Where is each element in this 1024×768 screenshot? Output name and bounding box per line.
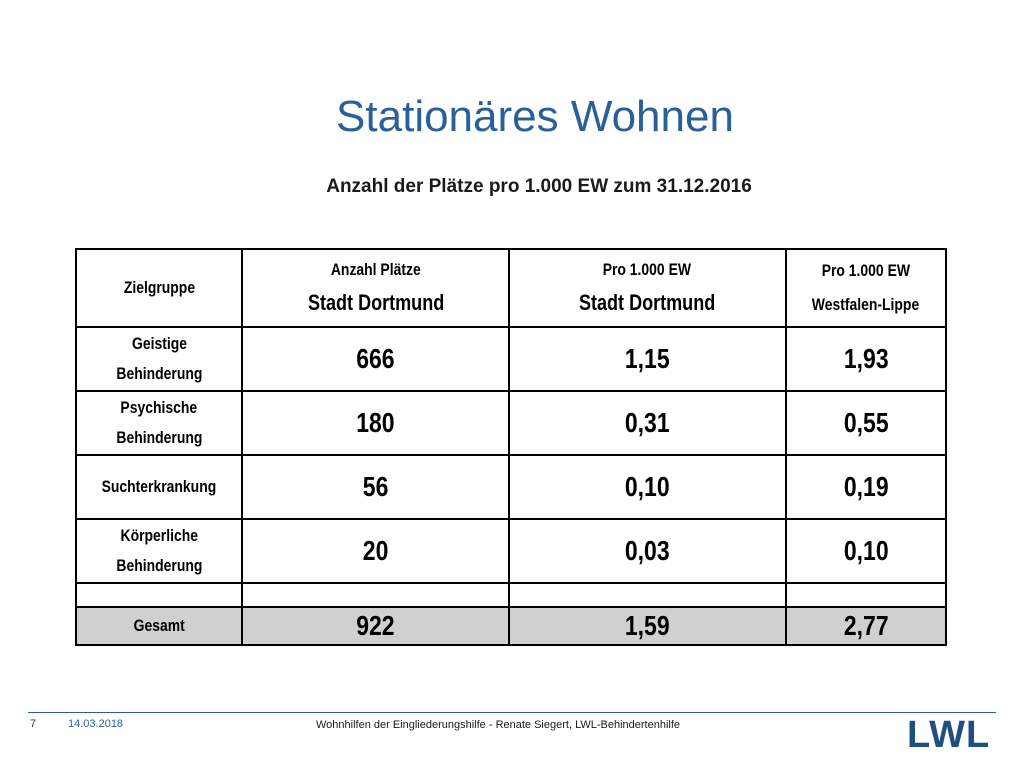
table-spacer-row	[76, 583, 946, 607]
data-table	[75, 248, 947, 646]
table-total-row	[76, 607, 946, 645]
table-row	[76, 455, 946, 519]
footer-text: Wohnhilfen der Eingliederungshilfe - Renate Siegert, LWL-Behindertenhilfe	[316, 719, 681, 731]
header-zielgruppe: Zielgruppe	[76, 249, 242, 327]
total-westfalen-lippe: 2,77	[786, 607, 946, 645]
table-row	[76, 519, 946, 583]
total-label: Gesamt	[76, 607, 242, 645]
cell-westfalen-lippe: 0,10	[786, 519, 946, 583]
header-pro-ew-westfalen-lippe: Pro 1.000 EW Westfalen-Lippe	[786, 249, 946, 327]
total-plaetze: 922	[242, 607, 509, 645]
table-row	[76, 391, 946, 455]
footer-divider	[28, 712, 996, 713]
cell-dortmund: 1,15	[509, 327, 786, 391]
footer-date: 14.03.2018	[68, 718, 124, 730]
cell-westfalen-lippe: 0,19	[786, 455, 946, 519]
page-title: Stationäres Wohnen	[336, 92, 734, 141]
cell-plaetze: 20	[242, 519, 509, 583]
row-label: Körperliche Behinderung	[76, 519, 242, 583]
lwl-logo: LWL	[907, 714, 991, 756]
cell-plaetze: 56	[242, 455, 509, 519]
table-row	[76, 327, 946, 391]
row-label: Geistige Behinderung	[76, 327, 242, 391]
cell-dortmund: 0,31	[509, 391, 786, 455]
cell-dortmund: 0,10	[509, 455, 786, 519]
footer-page-number: 7	[30, 718, 37, 730]
row-label: Psychische Behinderung	[76, 391, 242, 455]
table-header-row	[76, 249, 946, 327]
cell-plaetze: 180	[242, 391, 509, 455]
cell-westfalen-lippe: 0,55	[786, 391, 946, 455]
total-dortmund: 1,59	[509, 607, 786, 645]
header-anzahl-plaetze: Anzahl Plätze Stadt Dortmund	[242, 249, 509, 327]
cell-plaetze: 666	[242, 327, 509, 391]
cell-dortmund: 0,03	[509, 519, 786, 583]
page-subtitle: Anzahl der Plätze pro 1.000 EW zum 31.12.2016	[326, 176, 752, 197]
cell-westfalen-lippe: 1,93	[786, 327, 946, 391]
row-label: Suchterkrankung	[76, 455, 242, 519]
header-pro-ew-dortmund: Pro 1.000 EW Stadt Dortmund	[509, 249, 786, 327]
